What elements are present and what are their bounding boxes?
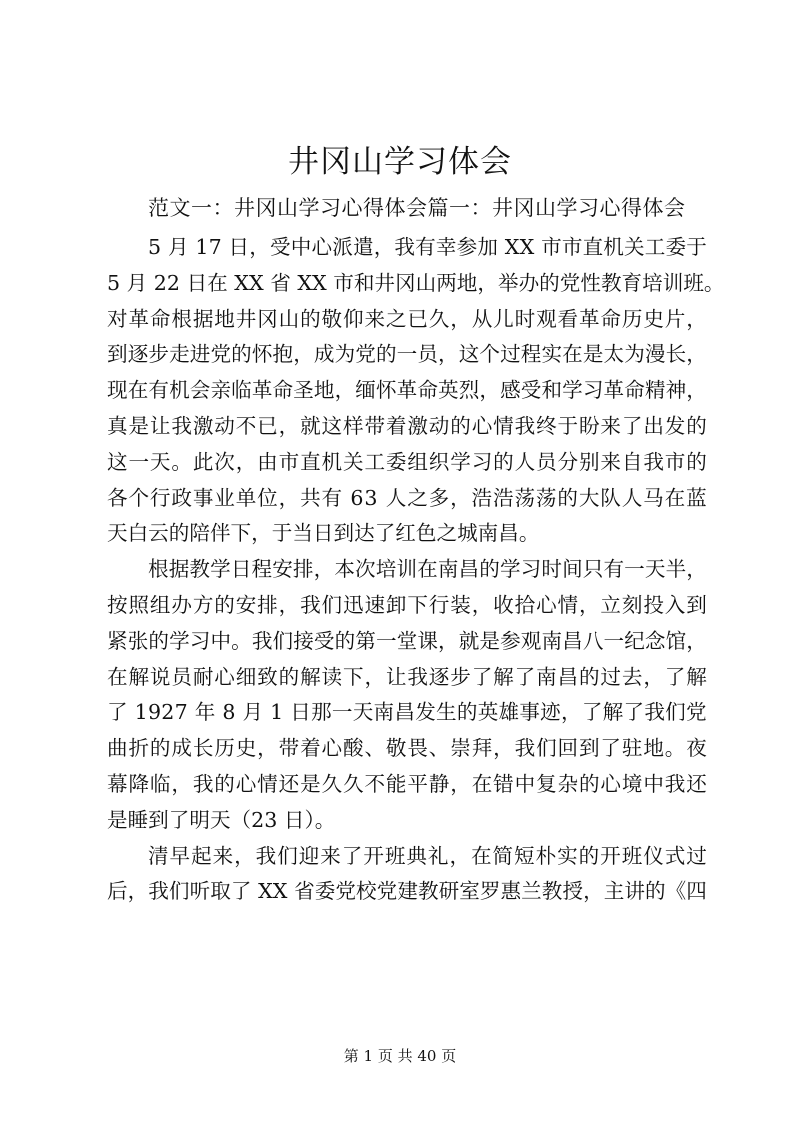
body-line: 到 逐 步 走 进 党 的 怀 抱 ， 成 为 党 的 一 员 ， 这 个 过 程 实 在 是 太 为 漫 长 ， [107,342,707,367]
body-line: 在 解 说 员 耐 心 细 致 的 解 读 下 ， 让 我 逐 步 了 解 了 南 昌 的 过 去 ， 了 解 [107,664,707,689]
page-title: 井冈山学习体会 [288,144,512,180]
body-line: 各 个 行 政 事 业 单 位 ， 共 有 6 3 人 之 多 ， 浩 浩 荡 荡 的 大 队 人 马 在 蓝 [107,485,707,510]
body-line: 紧 张 的 学 习 中 。 我 们 接 受 的 第 一 堂 课 ， 就 是 参 观 南 昌 八 一 纪 念 馆 ， [107,628,707,653]
body-line: 根 据 教 学 日 程 安 排 ， 本 次 培 训 在 南 昌 的 学 习 时 间 只 有 一 天 半 ， [148,557,707,582]
body-line: 这 一 天 。 此 次 ， 由 市 直 机 关 工 委 组 织 学 习 的 人 员 分 别 来 自 我 市 的 [107,449,707,474]
body-line: 现 在 有 机 会 亲 临 革 命 圣 地 ， 缅 怀 革 命 英 烈 ， 感 受 和 学 习 革 命 精 神 ， [107,378,707,403]
document-subtitle: 范文一：井冈山学习心得体会篇一：井冈山学习心得体会 [148,196,686,220]
body-line: 是睡到了明天（23 日）。 [107,807,336,832]
body-line: 了 1 9 2 7 年 8 月 1 日 那 一 天 南 昌 发 生 的 英 雄 事 迹 ， 了 解 了 我 们 党 [107,700,707,725]
document-body [107,230,725,910]
page-footer: 第 1 页 共 40 页 [343,1047,457,1065]
body-line: 曲 折 的 成 长 历 史 ， 带 着 心 酸 、 敬 畏 、 崇 拜 ， 我 们 回 到 了 驻 地 。 夜 [107,736,707,761]
body-line: 对 革 命 根 据 地 井 冈 山 的 敬 仰 来 之 已 久 ， 从 儿 时 观 看 革 命 历 史 片 ， [107,306,707,331]
body-line: 幕 降 临 ， 我 的 心 情 还 是 久 久 不 能 平 静 ， 在 错 中 复 杂 的 心 境 中 我 还 [107,771,707,796]
body-line: 真 是 让 我 激 动 不 已 ， 就 这 样 带 着 激 动 的 心 情 我 终 于 盼 来 了 出 发 的 [107,413,707,438]
body-line: 5 月 2 2 日 在 X X 省 X X 市 和 井 冈 山 两 地 ， 举 办 的 党 性 教 育 培 训 班 。 [107,270,725,295]
body-line: 5 月 1 7 日 ， 受 中 心 派 遣 ， 我 有 幸 参 加 X X 市 市 直 机 关 工 委 于 [148,235,707,259]
body-line: 按 照 组 办 方 的 安 排 ， 我 们 迅 速 卸 下 行 装 ， 收 拾 心 情 ， 立 刻 投 入 到 [107,592,707,617]
body-line: 后 ， 我 们 听 取 了 X X 省 委 党 校 党 建 教 研 室 罗 惠 兰 教 授 ， 主 讲 的 《 四 [107,879,707,904]
body-line: 清 早 起 来 ， 我 们 迎 来 了 开 班 典 礼 ， 在 简 短 朴 实 的 开 班 仪 式 过 [148,843,707,868]
body-line: 天白云的陪伴下，于当日到达了红色之城南昌。 [107,521,540,546]
